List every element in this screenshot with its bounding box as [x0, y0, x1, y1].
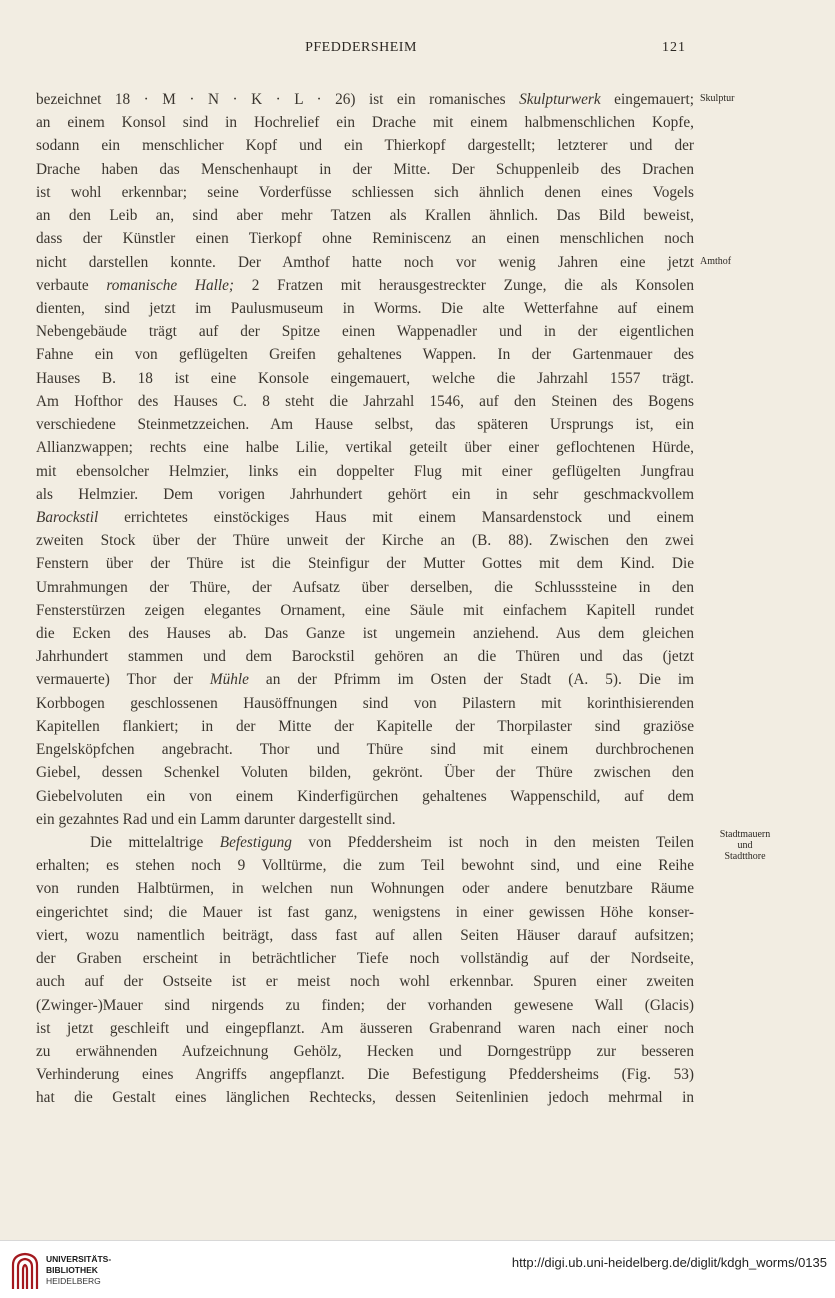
- page-url-link[interactable]: http://digi.ub.uni-heidelberg.de/diglit/kdgh_worms/0135: [511, 1255, 827, 1270]
- text-line: Barockstil errichtetes einstöckiges Haus mit einem Mansardenstock und einem: [36, 508, 694, 526]
- text-line: zweiten Stock über der Thüre unweit der Kirche an (B. 88). Zwischen den zwei: [36, 532, 694, 550]
- text-line: Umrahmungen der Thüre, der Aufsatz über derselben, die Schlusssteine in den: [36, 578, 694, 596]
- text-line: vermauerte) Thor der Mühle an der Pfrimm im Osten der Stadt (A. 5). Die im: [36, 671, 694, 689]
- emphasis-barockstil: Barockstil: [36, 508, 99, 526]
- page-number: 121: [662, 40, 686, 55]
- text-line: hat die Gestalt eines länglichen Rechtecks, dessen Seitenlinien jedoch mehrmal in: [36, 1089, 694, 1107]
- text-line: Giebelvoluten ein von einem Kinderfigürchen gehaltenes Wappenschild, auf dem: [36, 787, 694, 805]
- text-line: ist jetzt geschleift und eingepflanzt. Am äusseren Grabenrand waren nach einer noch: [36, 1019, 694, 1037]
- emphasis-muehle: Mühle: [209, 671, 249, 689]
- text-line: nicht darstellen konnte. Der Amthof hatte noch vor wenig Jahren eine jetzt: [36, 253, 694, 271]
- library-name: [46, 1254, 111, 1287]
- text-line: Verhinderung eines Angriffs angepflanzt. Die Befestigung Pfeddersheims (Fig. 53): [36, 1066, 694, 1084]
- text-line: dass der Künstler einen Tierkopf ohne Reminiscenz an einen menschlichen noch: [36, 230, 694, 248]
- margin-note-amthof: Amthof: [700, 256, 732, 267]
- text-line: der Graben erscheint in beträchtlicher Tiefe noch vollständig auf der Nordseite,: [36, 950, 694, 968]
- text-line: Hauses B. 18 ist eine Konsole eingemauert, welche die Jahrzahl 1557 trägt.: [36, 369, 694, 387]
- margin-note-skulptur: Skulptur: [700, 93, 735, 104]
- text-line: bezeichnet 18 · M · N · K · L · 26) ist ein romanisches Skulpturwerk eingemauert;: [36, 91, 694, 108]
- library-name-line: UNIVERSITÄTS-: [46, 1254, 112, 1264]
- emphasis-skulpturwerk: Skulpturwerk: [519, 91, 601, 108]
- text-line: Fahne ein von geflügelten Greifen gehaltenes Wappen. In der Gartenmauer des: [36, 346, 694, 364]
- text-line: an einem Konsol sind in Hochrelief ein Drache mit einem halbmenschlichen Kopfe,: [36, 114, 694, 132]
- margin-note-line: Stadtthore: [724, 851, 766, 862]
- body-text: [36, 88, 694, 1110]
- text-line: verbaute romanische Halle; 2 Fratzen mit herausgestreckter Zunge, die als Konsolen: [36, 276, 694, 294]
- page-title: PFEDDERSHEIM: [305, 40, 417, 55]
- text-line: Korbbogen geschlossenen Hausöffnungen sind von Pilastern mit korinthisierenden: [36, 694, 694, 712]
- footer-bar: [0, 1240, 835, 1298]
- text-line: Engelsköpfchen angebracht. Thor und Thüre sind mit einem durchbrochenen: [36, 741, 694, 759]
- text-line: ein gezahntes Rad und ein Lamm darunter dargestellt sind.: [36, 810, 396, 828]
- text-line: Giebel, dessen Schenkel Voluten bilden, gekrönt. Über der Thüre zwischen den: [36, 764, 694, 782]
- margin-note-stadtmauern: [700, 829, 790, 862]
- margin-note-line: Stadtmauern: [719, 829, 771, 840]
- emphasis-romanische-halle: romanische Halle;: [106, 276, 235, 294]
- emphasis-befestigung: Befestigung: [219, 834, 292, 851]
- text-line: dienten, sind jetzt im Paulusmuseum in Worms. Die alte Wetterfahne auf einem: [36, 299, 694, 317]
- text-line: die Ecken des Hauses ab. Das Ganze ist ungemein anziehend. Aus dem gleichen: [36, 625, 694, 643]
- text-line: (Zwinger-)Mauer sind nirgends zu finden; der vorhanden gewesene Wall (Glacis): [36, 996, 694, 1014]
- text-line: erhalten; es stehen noch 9 Volltürme, die zum Teil bewohnt sind, und eine Reihe: [36, 857, 694, 875]
- text-line: Allianzwappen; rechts eine halbe Lilie, vertikal geteilt über einer geflochtenen Hürde,: [36, 439, 694, 457]
- text-line: Am Hofthor des Hauses C. 8 steht die Jahrzahl 1546, auf den Steinen des Bogens: [36, 392, 694, 410]
- text-line: auch auf der Ostseite ist er meist noch wohl erkennbar. Spuren einer zweiten: [36, 973, 694, 991]
- text-line: an den Leib an, sind aber mehr Tatzen als Krallen ähnlich. Das Bild beweist,: [36, 207, 694, 225]
- running-head: [36, 40, 686, 60]
- text-line: eingerichtet sind; die Mauer ist fast ganz, wenigstens in einer gewissen Höhe konser-: [36, 903, 694, 921]
- text-line: Fenstern über der Thüre ist die Steinfigur der Mutter Gottes mit dem Kind. Die: [36, 555, 694, 573]
- text-line: Die mittelaltrige Befestigung von Pfeddersheim ist noch in den meisten Teilen: [90, 834, 694, 851]
- text-line: Nebengebäude trägt auf der Spitze einen Wappenadler und in der eigentlichen: [36, 323, 694, 341]
- text-line: Fensterstürzen zeigen elegantes Ornament, eine Säule mit einfachem Kapitell rundet: [36, 601, 694, 619]
- text-line: Jahrhundert stammen und dem Barockstil gehören an die Thüren und das (jetzt: [36, 648, 694, 666]
- text-line: Drache haben das Menschenhaupt in der Mitte. Der Schuppenleib des Drachen: [36, 160, 694, 178]
- text-line: zu erwähnenden Aufzeichnung Gehölz, Hecken und Dorngestrüpp zur besseren: [36, 1042, 694, 1060]
- library-name-line: HEIDELBERG: [46, 1276, 101, 1286]
- margin-note-line: und: [737, 840, 753, 851]
- text-line: als Helmzier. Dem vorigen Jahrhundert gehört ein in sehr geschmackvollem: [36, 485, 694, 503]
- text-line: von runden Halbtürmen, in welchen nun Wohnungen oder andere benutzbare Räume: [36, 880, 694, 898]
- text-line: verschiedene Steinmetzzeichen. Am Hause selbst, das späteren Ursprungs ist, ein: [36, 416, 694, 434]
- library-name-line: BIBLIOTHEK: [46, 1265, 98, 1275]
- text-line: sodann ein menschlicher Kopf und ein Thierkopf dargestellt; letzterer und der: [36, 137, 694, 155]
- text-line: viert, wozu namentlich beiträgt, dass fast auf allen Seiten Häuser darauf aufsitzen;: [36, 926, 694, 944]
- text-line: Kapitellen flankiert; in der Mitte der Kapitelle der Thorpilaster sind graziöse: [36, 717, 694, 735]
- university-library-logo-icon: [10, 1251, 40, 1291]
- text-line: mit ebensolcher Helmzier, links ein doppelter Flug mit einer geflügelten Jungfrau: [36, 462, 694, 480]
- text-line: ist wohl erkennbar; seine Vorderfüsse schliessen sich ähnlich denen eines Vogels: [36, 183, 694, 201]
